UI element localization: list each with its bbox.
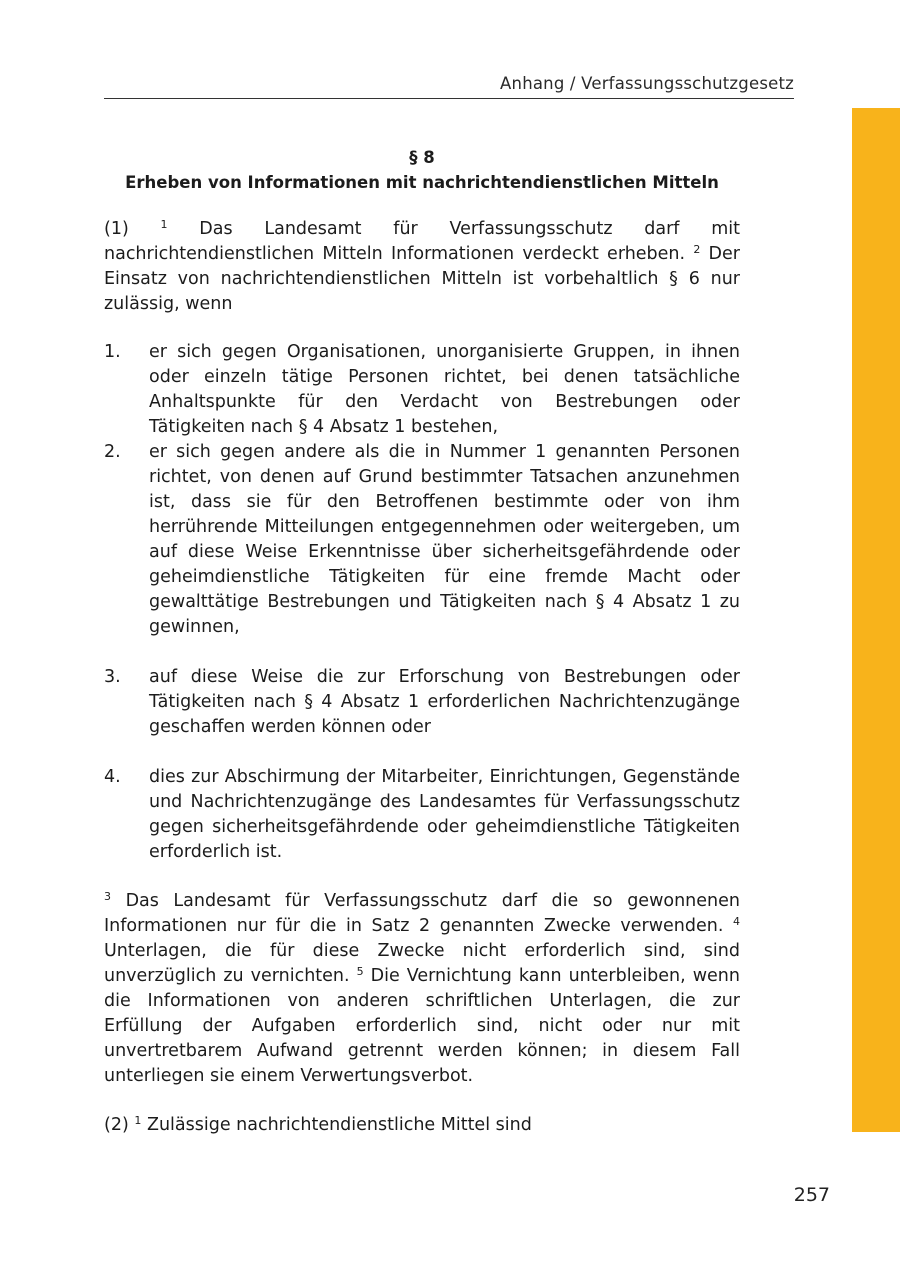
list-item-text: er sich gegen Organisationen, unorganisierte Gruppen, in ihnen oder einzeln tätige Personen richtet, bei denen tatsächliche Anhaltspunkte für den Verdacht von Bestrebungen oder Tätigkeiten nach § 4 Absatz 1 bestehen, — [149, 342, 740, 437]
list-item — [104, 440, 740, 640]
paragraph-1-continued — [104, 889, 740, 1089]
sentence-text: Der Einsatz von nachrichtendienstlichen Mitteln ist vorbehaltlich § 6 nur zulässig, wenn — [104, 244, 740, 314]
sentence-number: 3 — [104, 890, 111, 903]
section-number: § 8 — [409, 148, 435, 167]
paragraph-1 — [104, 217, 740, 317]
paragraph-2 — [104, 1113, 740, 1138]
paragraph-label: (2) — [104, 1115, 129, 1135]
paragraph-label: (1) — [104, 219, 129, 239]
sentence-text: Zulässige nachrichtendienstliche Mittel sind — [146, 1115, 532, 1135]
sentence-text: Die Vernichtung kann unterbleiben, wenn die Informationen von anderen schriftlichen Unterlagen, die zur Erfüllung der Aufgaben erforderlich sind, nicht oder nur mit unvertretbarem Aufwand getrennt werden können; in diesem Fall unterliegen sie einem Verwertungsverbot. — [104, 966, 740, 1086]
sentence-number: 1 — [134, 1114, 142, 1127]
condition-list — [104, 340, 740, 865]
list-item-number: 1. — [104, 342, 121, 362]
sentence-number: 4 — [733, 915, 740, 928]
sentence-text: Unterlagen, die für diese Zwecke nicht erforderlich sind, sind unverzüglich zu vernichten. — [104, 941, 740, 986]
chapter-side-tab — [852, 108, 900, 1132]
page-body — [104, 145, 740, 1138]
page-number: 257 — [793, 1184, 830, 1206]
sentence-number: 2 — [693, 243, 701, 256]
list-item — [104, 665, 740, 740]
running-header: Anhang / Verfassungsschutzgesetz — [500, 74, 794, 93]
list-item — [104, 340, 740, 440]
sentence-number: 5 — [356, 965, 364, 978]
list-item — [104, 765, 740, 865]
sentence-text: Das Landesamt für Verfassungsschutz darf die so gewonnenen Informationen nur für die in Satz 2 genannten Zwecke verwenden. — [104, 891, 740, 936]
header-rule — [104, 98, 794, 99]
list-item-number: 2. — [104, 442, 121, 462]
list-item-number: 3. — [104, 667, 121, 687]
list-item-text: dies zur Abschirmung der Mitarbeiter, Einrichtungen, Gegenstände und Nachrichtenzugänge des Landesamtes für Verfassungsschutz gegen sicherheitsgefährdende oder geheimdienstliche Tätigkeiten erforderlich ist. — [149, 767, 740, 862]
sentence-text: Das Landesamt für Verfassungsschutz darf mit nachrichtendienstlichen Mitteln Informationen verdeckt erheben. — [104, 219, 740, 264]
section-title: Erheben von Informationen mit nachrichtendienstlichen Mitteln — [125, 173, 719, 192]
list-item-text: auf diese Weise die zur Erforschung von Bestrebungen oder Tätigkeiten nach § 4 Absatz 1 erforderlichen Nachrichtenzugänge geschaffen werden können oder — [149, 667, 740, 737]
sentence-number: 1 — [160, 218, 168, 231]
list-item-text: er sich gegen andere als die in Nummer 1 genannten Personen richtet, von denen auf Grund bestimmter Tatsachen anzunehmen ist, dass sie für den Betroffenen bestimmte oder von ihm herrührende Mitteilungen entgegennehmen oder weitergeben, um auf diese Weise Erkenntnisse über sicherheitsgefährdende oder geheimdienstliche Tätigkeiten für eine fremde Macht oder gewalttätige Bestrebungen und Tätigkeiten nach § 4 Absatz 1 zu gewinnen, — [149, 442, 740, 637]
list-item-number: 4. — [104, 767, 121, 787]
